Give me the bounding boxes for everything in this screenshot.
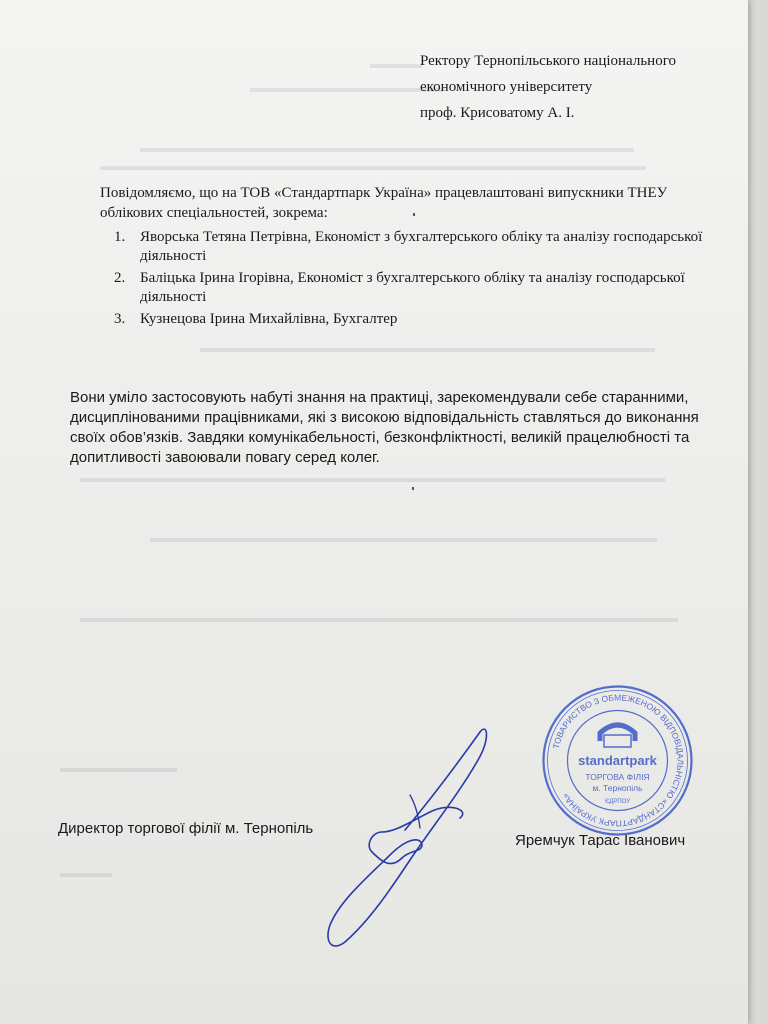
bleed-through-text: ▬▬▬▬▬▬▬▬▬▬▬▬▬▬▬▬▬▬▬▬▬▬▬▬▬▬▬▬▬▬▬▬▬▬▬▬▬▬▬▬▬▬▬▬▬ [80,470,665,485]
ink-speck [412,487,414,490]
signatory-name: Яремчук Тарас Іванович [515,832,686,849]
list-item-text: Баліцька Ірина Ігорівна, Економіст з бухгалтерського обліку та аналізу господарської діяльності [140,270,685,305]
list-number: 3. [114,311,126,327]
addressee-line: економічного університету [420,79,593,95]
signatory-title: Директор торгової філії м. Тернопіль [58,820,314,837]
graduates-list [114,228,714,332]
bleed-through-text: ▬▬▬▬▬▬▬▬▬▬▬▬▬▬▬▬▬▬▬▬▬▬▬▬▬▬▬▬▬▬▬▬▬▬▬▬▬▬▬▬▬▬▬▬▬▬ [80,610,678,625]
list-item [114,228,714,266]
intro-paragraph: Повідомляємо, що на ТОВ «Стандартпарк Україна» працевлаштовані випускники ТНЕУ облікових спеціальностей, зокрема: [100,185,668,221]
stamp-brand-text: standartpark [578,753,657,768]
bleed-through-text: ▬▬▬▬ [370,56,422,71]
body-paragraph: Вони уміло застосовують набуті знання на практиці, зарекомендували себе старанними, дисциплінованими працівниками, які з високою відповідальність ставляться до виконання своїх обов’язків. Завдяки комунікабельності, безконфліктності, великій працелюбності та допитливості завоювали повагу серед колег. [70,389,699,466]
bleed-through-text: ▬▬▬▬▬▬▬▬▬ [60,760,177,775]
addressee-line: Ректору Тернопільського національного [420,53,676,69]
stamp-ring-text: ТОВАРИСТВО З ОБМЕЖЕНОЮ ВІДПОВІДАЛЬНІСТЮ «СТАНДАРТПАРК УКРАЇНА» [550,692,686,829]
stamp-branch-text: ТОРГОВА ФІЛІЯ [585,772,650,782]
stamp-city-text: м. Тернопіль [592,783,643,793]
bleed-through-text: ▬▬▬▬▬▬▬▬▬▬▬▬▬▬▬▬▬▬▬▬▬▬▬▬▬▬▬▬▬▬▬▬▬▬▬▬▬▬ [140,140,634,155]
company-stamp [540,683,695,838]
list-item [114,269,714,307]
list-number: 1. [114,229,126,245]
list-number: 2. [114,270,126,286]
bleed-through-text: ▬▬▬▬▬▬▬▬▬▬▬▬▬▬▬▬▬▬▬▬▬▬▬▬▬▬▬▬▬▬▬▬▬▬▬▬▬▬▬▬▬▬ [100,158,646,173]
stamp-code-text: ЄДРПОУ [604,799,631,805]
bleed-through-text: ▬▬▬▬ [60,865,112,880]
list-item [114,310,714,329]
bleed-through-text: ▬▬▬▬▬▬▬▬▬▬▬▬▬▬▬▬▬▬▬▬▬▬▬▬▬▬▬▬▬▬▬▬▬▬▬ [200,340,655,355]
bleed-through-text: ▬▬▬▬▬▬▬▬▬▬▬▬▬▬▬▬▬▬▬▬▬▬▬▬▬▬▬▬▬▬▬▬▬▬▬▬▬▬▬ [150,530,657,545]
handwritten-signature [310,720,520,950]
stamp-arch-icon [600,725,635,741]
list-item-text: Кузнецова Ірина Михайлівна, Бухгалтер [140,311,398,327]
addressee-block [420,48,676,126]
stamp-arch-inner [604,735,631,747]
ink-speck [413,213,415,216]
addressee-line: проф. Крисоватому А. І. [420,105,575,121]
list-item-text: Яворська Тетяна Петрівна, Економіст з бухгалтерського обліку та аналізу господарської діяльності [140,229,703,264]
bleed-through-text: ▬▬▬▬▬▬▬▬▬▬▬▬▬▬▬ [250,80,445,95]
